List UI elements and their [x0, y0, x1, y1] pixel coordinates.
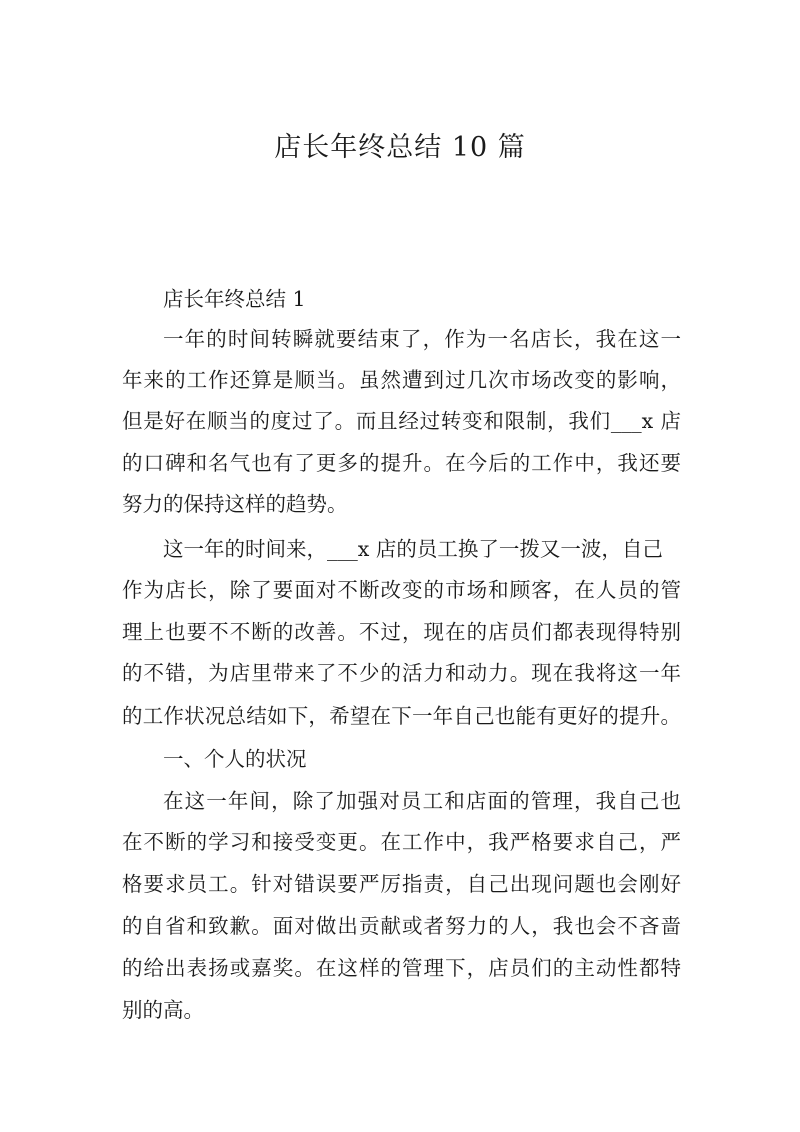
paragraph-line: 一年的时间转瞬就要结束了，作为一名店长，我在这一: [163, 327, 681, 351]
paragraph-line: 年来的工作还算是顺当。虽然遭到过几次市场改变的影响，: [122, 368, 681, 392]
section-heading: 店长年终总结 1: [163, 287, 306, 311]
paragraph-line: 在不断的学习和接受变更。在工作中，我严格要求自己，严: [122, 830, 681, 854]
paragraph-line: 但是好在顺当的度过了。而且经过转变和限制，我们___x 店: [122, 409, 681, 433]
paragraph-line: 的自省和致歉。面对做出贡献或者努力的人，我也会不吝啬: [122, 914, 681, 938]
subsection-heading: 一、个人的状况: [163, 747, 307, 771]
paragraph-line: 的口碑和名气也有了更多的提升。在今后的工作中，我还要: [122, 451, 681, 475]
paragraph-line: 的不错，为店里带来了不少的活力和动力。现在我将这一年: [122, 661, 681, 685]
paragraph-line: 的给出表扬或嘉奖。在这样的管理下，店员们的主动性都特: [122, 956, 681, 980]
document-title: 店长年终总结 10 篇: [274, 132, 526, 163]
paragraph-line: 的工作状况总结如下，希望在下一年自己也能有更好的提升。: [122, 704, 681, 728]
paragraph-line: 作为店长，除了要面对不断改变的市场和顾客，在人员的管: [122, 578, 681, 602]
paragraph-line: 格要求员工。针对错误要严厉指责，自己出现问题也会刚好: [122, 872, 681, 896]
paragraph-line: 努力的保持这样的趋势。: [122, 492, 348, 516]
paragraph-line: 在这一年间，除了加强对员工和店面的管理，我自己也: [163, 789, 681, 813]
paragraph-line: 理上也要不不断的改善。不过，现在的店员们都表现得特别: [122, 620, 681, 644]
paragraph-line: 这一年的时间来，___x 店的员工换了一拨又一波，自己: [163, 537, 663, 561]
paragraph-line: 别的高。: [122, 998, 204, 1022]
